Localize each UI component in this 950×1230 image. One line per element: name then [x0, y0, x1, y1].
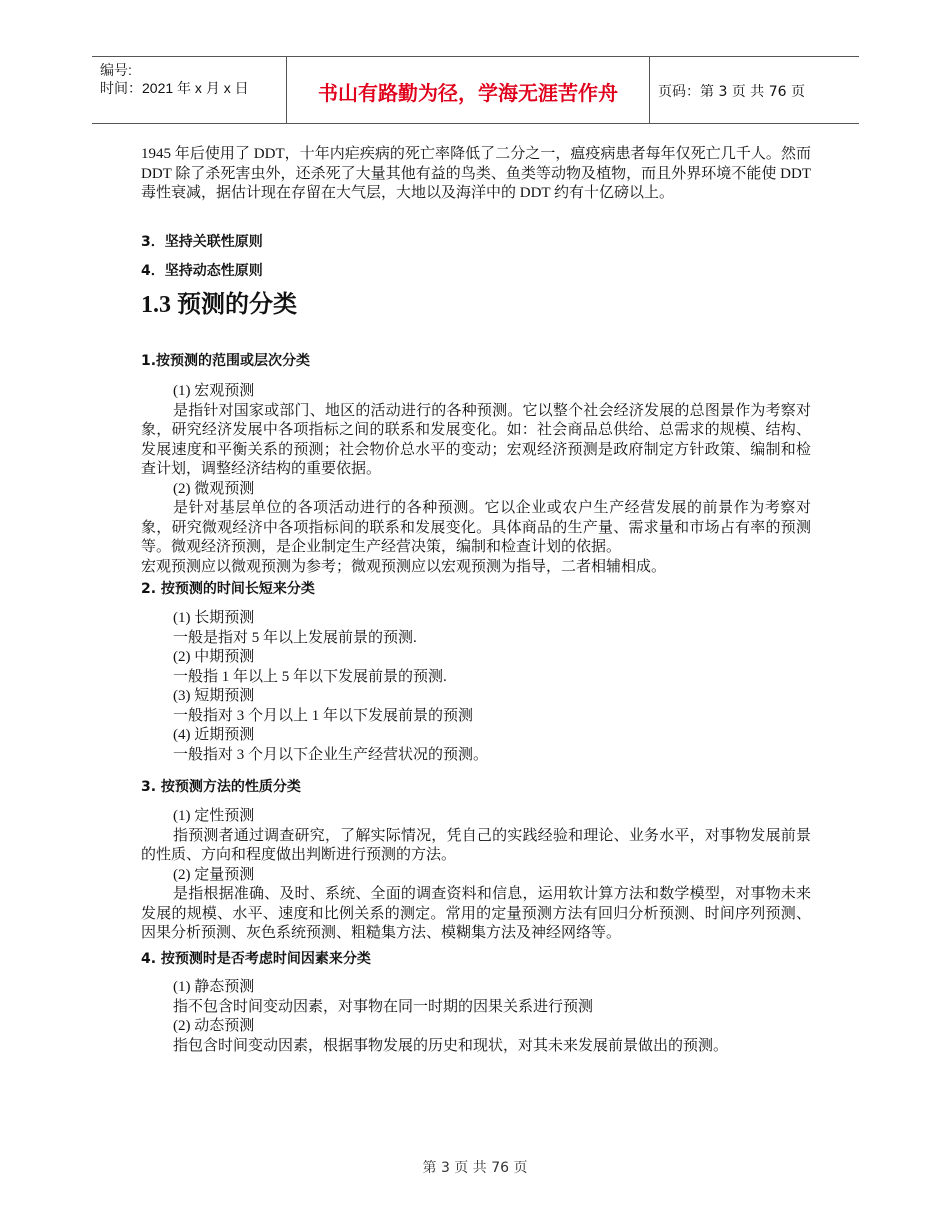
- s1-b-text: 是针对基层单位的各项活动进行的各种预测。它以企业或农户生产经营发展的前景作为考察对象，研究微观经济中各项指标间的联系和发展变化。具体商品的生产量、需求量和市场占有率的预测等。微观经济预测，是企业制定生产经营决策，编制和检查计划的依据。: [141, 500, 811, 555]
- intro-paragraph: 1945 年后使用了 DDT，十年内疟疾病的死亡率降低了二分之一，瘟疫病患者每年仅死亡几千人。然而 DDT 除了杀死害虫外，还杀死了大量其他有益的鸟类、鱼类等动物及植物，而且外界环境不能使 DDT 毒性衰减，据估计现在存留在大气层，大地以及海洋中的 DDT 约有十亿磅以上。: [141, 146, 811, 201]
- s2-item-text: 一般是指对 5 年以上发展前景的预测.: [173, 629, 417, 646]
- page-header: [92, 56, 859, 124]
- header-center-cell: [287, 57, 650, 123]
- s4-a-text: 指不包含时间变动因素，对事物在同一时期的因果关系进行预测: [173, 998, 594, 1015]
- s4-block: [141, 949, 811, 969]
- principle-4: [141, 261, 811, 281]
- header-left-cell: [92, 57, 287, 123]
- s2-item-label: (3) 短期预测: [173, 688, 255, 704]
- section-title: 1.3 预测的分类: [141, 292, 297, 318]
- principle-4-text: 4．坚持动态性原则: [141, 263, 263, 279]
- s4-heading: 4. 按预测时是否考虑时间因素来分类: [141, 951, 371, 967]
- s1-a-label: (1) 宏观预测: [173, 383, 255, 399]
- header-page-info: 页码：第 3 页 共 76 页: [658, 84, 805, 100]
- page-footer: 第 3 页 共 76 页: [422, 1160, 528, 1176]
- s4-b-label: (2) 动态预测: [173, 1018, 255, 1034]
- s2-heading: 2. 按预测的时间长短来分类: [141, 581, 315, 597]
- s2-item-text: 一般指对 3 个月以上 1 年以下发展前景的预测: [173, 707, 474, 724]
- s1-b-label: (2) 微观预测: [173, 480, 255, 497]
- header-right-cell: [650, 57, 859, 123]
- s2-item-label: (2) 中期预测: [173, 649, 255, 665]
- intro-block: [141, 145, 811, 204]
- s1-body: [141, 382, 811, 577]
- s1-block: [141, 351, 811, 371]
- s2-item-label: (1) 长期预测: [173, 610, 255, 626]
- s1-heading: 1.按预测的范围或层次分类: [141, 353, 311, 369]
- document-number-label: 编号:: [100, 62, 132, 78]
- header-motto: 书山有路勤为径，学海无涯苦作舟: [318, 81, 618, 105]
- s3-b-text: 是指根据准确、及时、系统、全面的调查资料和信息，运用软计算方法和数学模型，对事物未来发展的规模、水平、速度和比例关系的测定。常用的定量预测方法有回归分析预测、时间序列预测、因果分析预测、灰色系统预测、粗糙集方法、模糊集方法及神经网络等。: [141, 886, 811, 941]
- s3-body: [141, 807, 811, 944]
- s1-summary: 宏观预测应以微观预测为参考；微观预测应以宏观预测为指导，二者相辅相成。: [141, 558, 667, 575]
- s2-item-label: (4) 近期预测: [173, 727, 255, 743]
- principle-3: [141, 232, 811, 252]
- s2-item-text: 一般指对 3 个月以下企业生产经营状况的预测。: [173, 746, 489, 763]
- s3-a-text: 指预测者通过调查研究，了解实际情况，凭自己的实践经验和理论、业务水平，对事物发展前景的性质、方向和程度做出判断进行预测的方法。: [141, 827, 811, 863]
- s3-a-label: (1) 定性预测: [173, 808, 255, 824]
- s4-body: [141, 978, 811, 1056]
- s2-block: [141, 579, 811, 599]
- s4-a-label: (1) 静态预测: [173, 979, 255, 995]
- s4-b-text: 指包含时间变动因素，根据事物发展的历史和现状，对其未来发展前景做出的预测。: [173, 1037, 729, 1054]
- s2-item-text: 一般指 1 年以上 5 年以下发展前景的预测.: [173, 668, 447, 685]
- s1-a-text: 是指针对国家或部门、地区的活动进行的各种预测。它以整个社会经济发展的总图景作为考察对象，研究经济发展中各项指标之间的联系和发展变化。如：社会商品总供给、总需求的规模、结构、发展速度和平衡关系的预测；社会物价总水平的变动；宏观经济预测是政府制定方针政策、编制和检查计划，调整经济结构的重要依据。: [141, 402, 811, 477]
- s3-heading: 3. 按预测方法的性质分类: [141, 779, 301, 795]
- principle-3-text: 3．坚持关联性原则: [141, 234, 263, 250]
- document-date: 时间：2021 年 x 月 x 日: [100, 80, 249, 96]
- s3-block: [141, 777, 811, 797]
- s3-b-label: (2) 定量预测: [173, 866, 255, 883]
- s2-body: [141, 609, 811, 765]
- section-title-block: [141, 290, 811, 320]
